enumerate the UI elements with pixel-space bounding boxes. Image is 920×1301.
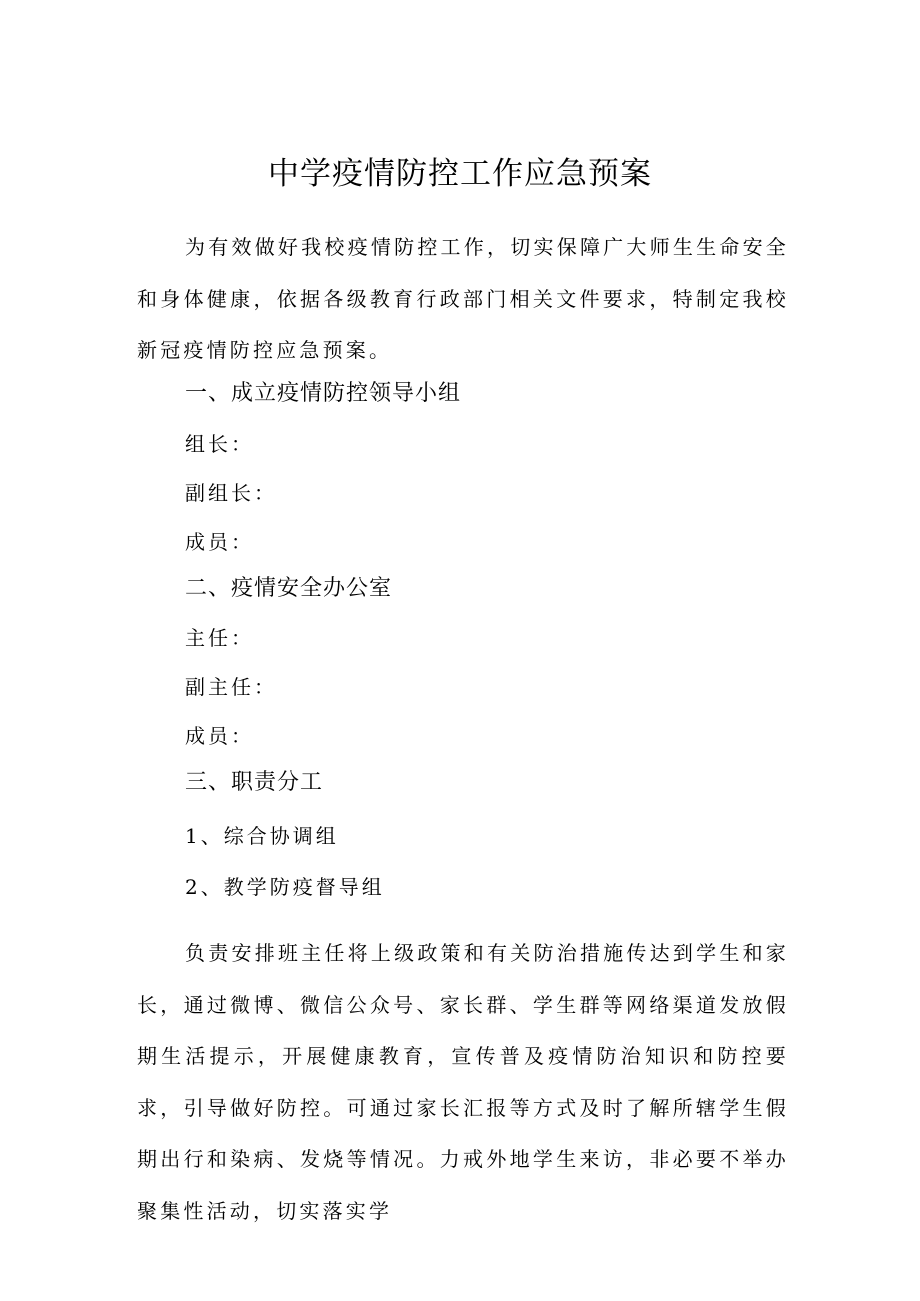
section3-heading: 三、职责分工 [185, 770, 324, 795]
director-label: 主任： [185, 626, 254, 650]
document-title: 中学疫情防控工作应急预案 [268, 156, 652, 192]
deputy-leader-label: 副组长： [185, 481, 277, 505]
responsibility-paragraph: 负责安排班主任将上级政策和有关防治措施传达到学生和家长，通过微博、微信公众号、家长群、学生群等网络渠道发放假期生活提示，开展健康教育，宣传普及疫情防治知识和防控要求，引导做好防控。可通过家长汇报等方式及时了解所辖学生假期出行和染病、发烧等情况。力戒外地学生来访，非必要不举办聚集性活动，切实落实学 [137, 941, 789, 1223]
coordination-group-item: 1、综合协调组 [185, 824, 339, 848]
office-members-label: 成员： [185, 724, 254, 748]
section1-heading: 一、成立疫情防控领导小组 [185, 381, 462, 406]
deputy-director-label: 副主任： [185, 675, 277, 699]
intro-paragraph: 为有效做好我校疫情防控工作，切实保障广大师生生命安全和身体健康，依据各级教育行政部门相关文件要求，特制定我校新冠疫情防控应急预案。 [137, 235, 789, 362]
section2-heading: 二、疫情安全办公室 [185, 576, 393, 601]
teaching-supervision-group-item: 2、教学防疫督导组 [185, 875, 385, 899]
members-label: 成员： [185, 530, 254, 554]
leader-label: 组长： [185, 432, 254, 456]
